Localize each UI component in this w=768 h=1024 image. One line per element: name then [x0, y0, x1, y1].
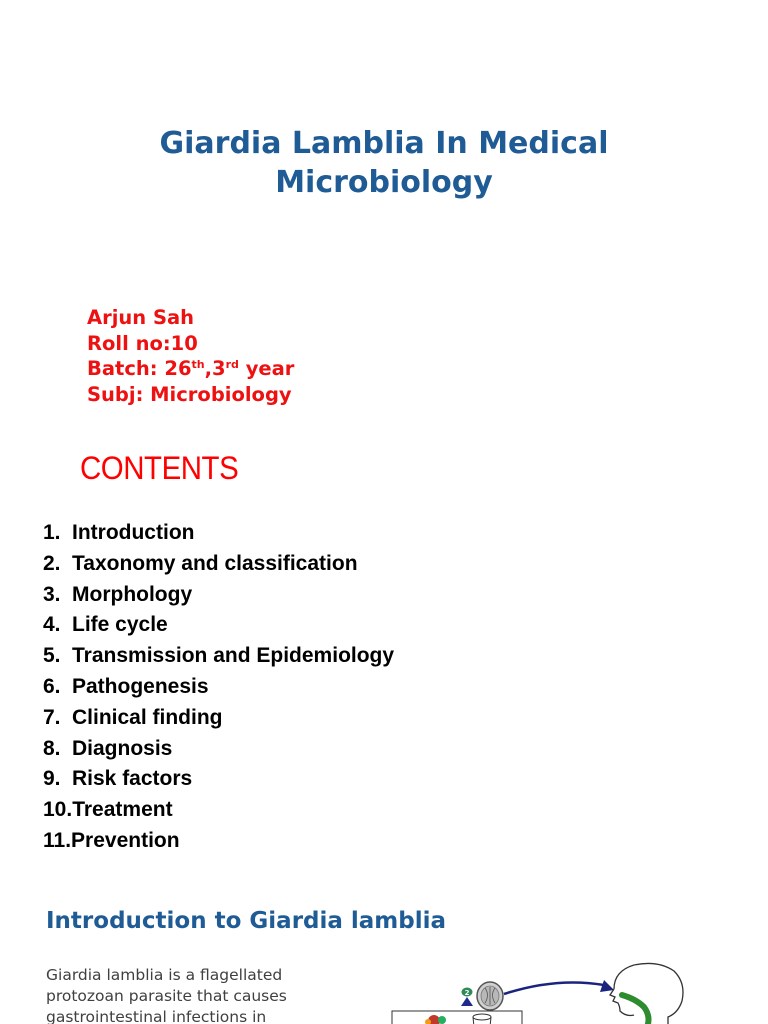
contents-item-number: 11.	[43, 828, 72, 852]
contents-item-number: 9.	[43, 767, 61, 791]
title-line-1: Giardia Lamblia In Medical	[159, 126, 609, 161]
contents-item-number: 2.	[43, 551, 61, 575]
contents-item-label: Pathogenesis	[72, 674, 209, 698]
contents-item-label: Life cycle	[72, 613, 168, 637]
batch-mid: ,3	[204, 357, 226, 380]
intro-line: protozoan parasite that causes	[46, 987, 287, 1005]
contents-item	[43, 580, 394, 611]
contents-item-number: 6.	[43, 674, 61, 698]
contaminated-food-icon	[425, 1015, 446, 1024]
contents-heading: CONTENTS	[80, 450, 239, 486]
author-subject: Subj: Microbiology	[87, 382, 292, 406]
intro-line: Giardia lamblia is a flagellated	[46, 966, 283, 984]
marker-number: 2	[464, 989, 470, 997]
contents-item-number: 7.	[43, 705, 61, 729]
contents-item-label: Prevention	[71, 828, 180, 852]
giardia-cyst-icon	[477, 982, 503, 1010]
contents-item	[43, 672, 394, 703]
contents-item-label: Diagnosis	[72, 736, 173, 760]
contents-item-label: Transmission and Epidemiology	[72, 644, 395, 668]
batch-prefix: Batch: 26	[87, 357, 192, 380]
author-batch	[87, 356, 294, 382]
contents-item	[43, 795, 394, 826]
contamination-box	[392, 1011, 522, 1024]
arrow-head-icon	[600, 980, 614, 992]
infective-stage-triangle-icon	[461, 997, 473, 1006]
batch-superscript-th: th	[191, 358, 205, 371]
contents-item-label: Risk factors	[72, 767, 193, 791]
stage-marker-2	[462, 988, 473, 998]
ingestion-arrow	[504, 982, 604, 994]
water-cup-icon	[473, 1014, 491, 1024]
digestive-tract-icon	[622, 995, 649, 1024]
contents-item-label: Morphology	[72, 582, 193, 606]
contents-item	[43, 549, 394, 580]
contents-item-number: 8.	[43, 736, 61, 760]
contents-item	[43, 641, 394, 672]
contents-item	[43, 703, 394, 734]
contents-list	[43, 518, 394, 857]
contents-item-label: Introduction	[72, 521, 195, 544]
contents-item	[43, 764, 394, 795]
title-line-2: Microbiology	[275, 165, 493, 200]
contents-item	[43, 610, 394, 641]
contents-item-number: 3.	[43, 582, 61, 606]
contents-item-label: Taxonomy and classification	[72, 551, 358, 575]
batch-suffix: year	[238, 357, 295, 380]
contents-item-number: 5.	[43, 644, 61, 668]
author-name: Arjun Sah	[87, 306, 195, 329]
contents-item-label: Treatment	[72, 798, 173, 822]
contents-item-number: 1.	[43, 521, 61, 544]
life-cycle-diagram	[386, 955, 768, 1024]
contents-item	[43, 734, 394, 765]
presentation-title	[0, 124, 768, 202]
contents-item-number: 10.	[43, 798, 73, 822]
author-roll: Roll no:10	[87, 331, 198, 355]
contents-item	[43, 826, 394, 857]
contents-item	[43, 518, 394, 549]
intro-line: gastrointestinal infections in	[46, 1008, 267, 1024]
intro-heading: Introduction to Giardia lamblia	[46, 908, 447, 934]
contents-item-label: Clinical finding	[72, 705, 223, 729]
contents-item-number: 4.	[43, 613, 61, 637]
intro-paragraph	[46, 965, 346, 1024]
batch-superscript-rd: rd	[225, 358, 239, 371]
author-info	[87, 305, 294, 407]
